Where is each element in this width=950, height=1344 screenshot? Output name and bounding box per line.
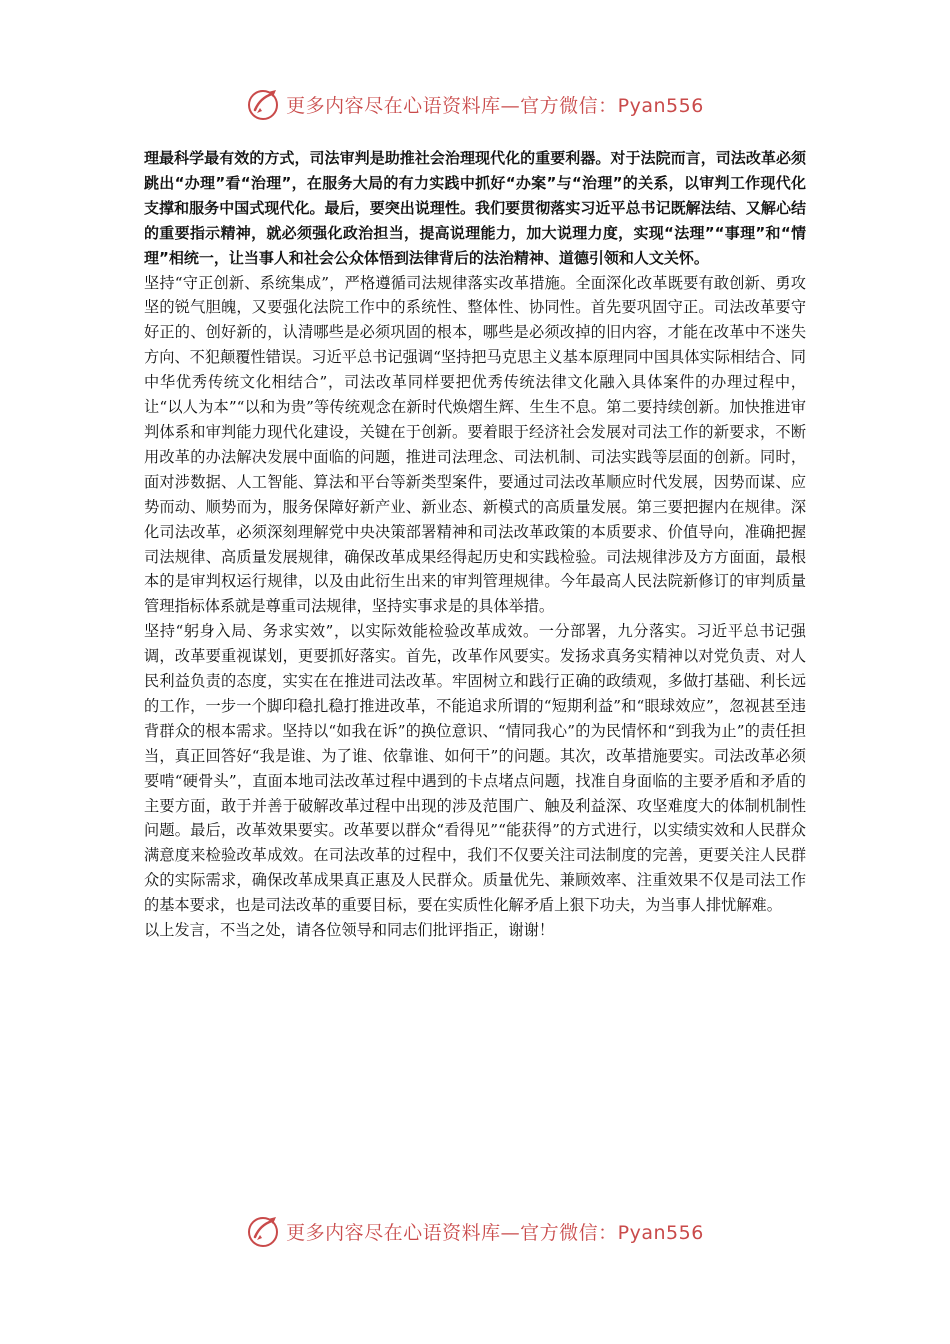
logo-icon bbox=[246, 1213, 282, 1249]
paragraph-2: 坚持“守正创新、系统集成”，严格遵循司法规律落实改革措施。全面深化改革既要有敢创新、勇攻坚的锐气胆魄，又要强化法院工作中的系统性、整体性、协同性。首先要巩固守正。司法改革要守好正的、创好新的，认清哪些是必须巩固的根本，哪些是必须改掉的旧内容，才能在改革中不迷失方向、不犯颠覆性错误。习近平总书记强调“坚持把马克思主义基本原理同中国具体实际相结合、同中华优秀传统文化相结合”，司法改革同样要把优秀传统法律文化融入具体案件的办理过程中，让“以人为本”“以和为贵”等传统观念在新时代焕熠生辉、生生不息。第二要持续创新。加快推进审判体系和审判能力现代化建设，关键在于创新。要着眼于经济社会发展对司法工作的新要求，不断用改革的办法解决发展中面临的问题，推进司法理念、司法机制、司法实践等层面的创新。同时，面对涉数据、人工智能、算法和平台等新类型案件，要通过司法改革顺应时代发展，因势而谋、应势而动、顺势而为，服务保障好新产业、新业态、新模式的高质量发展。第三要把握内在规律。深化司法改革，必须深刻理解党中央决策部署精神和司法改革政策的本质要求、价值导向，准确把握司法规律、高质量发展规律，确保改革成果经得起历史和实践检验。司法规律涉及方方面面，最根本的是审判权运行规律，以及由此衍生出来的审判管理规律。今年最高人民法院新修订的审判质量管理指标体系就是尊重司法规律，坚持实事求是的具体举措。 bbox=[144, 273, 806, 616]
paragraph-3: 坚持“躬身入局、务求实效”，以实际效能检验改革成效。一分部署，九分落实。习近平总书记强调，改革要重视谋划，更要抓好落实。首先，改革作风要实。发扬求真务实精神以对党负责、对人民利益负责的态度，实实在在推进司法改革。牢固树立和践行正确的政绩观，多做打基础、利长远的工作，一步一个脚印稳扎稳打推进改革，不能追求所谓的“短期利益”和“眼球效应”，忽视甚至违背群众的根本需求。坚持以“如我在诉”的换位意识、“情同我心”的为民情怀和“到我为止”的责任担当，真正回答好“我是谁、为了谁、依靠谁、如何干”的问题。其次，改革措施要实。司法改革必须要啃“硬骨头”，直面本地司法改革过程中遇到的卡点堵点问题，找准自身面临的主要矛盾和矛盾的主要方面，敢于并善于破解改革过程中出现的涉及范围广、触及利益深、攻坚难度大的体制机制性问题。最后，改革效果要实。改革要以群众“看得见”“能获得”的方式进行，以实绩实效和人民群众满意度来检验改革成效。在司法改革的过程中，我们不仅要关注司法制度的完善，更要关注人民群众的实际需求，确保改革成果真正惠及人民群众。质量优先、兼顾效率、注重效果不仅是司法工作的基本要求，也是司法改革的重要目标，要在实质性化解矛盾上狠下功夫，为当事人排忧解难。 bbox=[144, 622, 806, 915]
paragraph-1: 理最科学最有效的方式，司法审判是助推社会治理现代化的重要利器。对于法院而言，司法改革必须跳出“办理”看“治理”，在服务大局的有力实践中抓好“办案”与“治理”的关系，以审判工作现代化支撑和服务中国式现代化。最后，要突出说理性。我们要贯彻落实习近平总书记既解法结、又解心结的重要指示精神，就必须强化政治担当，提高说理能力，加大说理力度，实现“法理”“事理”和“情理”相统一，让当事人和社会公众体悟到法律背后的法治精神、道德引领和人文关怀。 bbox=[144, 149, 806, 267]
document-body bbox=[144, 146, 806, 943]
banner-wechat-id: Pyan556 bbox=[617, 1221, 704, 1244]
banner-text bbox=[286, 1218, 704, 1245]
banner-slogan: 更多内容尽在心语资料库—官方微信： bbox=[286, 1221, 618, 1244]
banner-text bbox=[286, 91, 704, 118]
banner-slogan: 更多内容尽在心语资料库—官方微信： bbox=[286, 94, 618, 117]
logo-icon bbox=[246, 86, 282, 122]
header-banner bbox=[0, 84, 950, 124]
banner-wechat-id: Pyan556 bbox=[617, 94, 704, 117]
paragraph-4: 以上发言，不当之处，请各位领导和同志们批评指正，谢谢！ bbox=[144, 921, 555, 940]
footer-banner bbox=[0, 1211, 950, 1251]
